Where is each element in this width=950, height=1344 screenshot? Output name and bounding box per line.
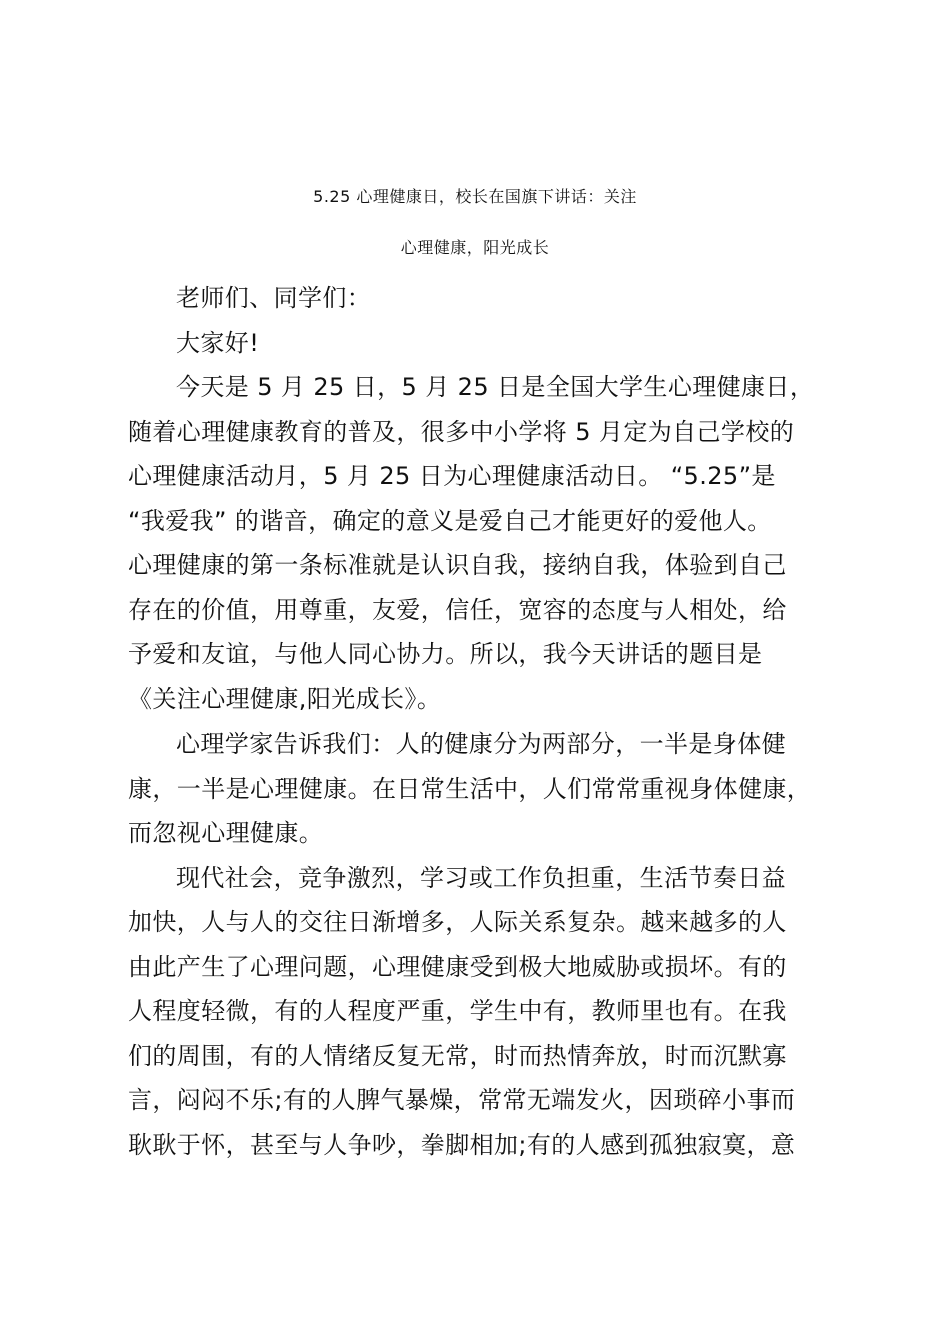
paragraph-3-line-4: 人程度轻微，有的人程度严重，学生中有，教师里也有。在我	[128, 997, 787, 1025]
paragraph-1-line-2: 随着心理健康教育的普及，很多中小学将 5 月定为自己学校的	[128, 418, 795, 446]
greeting: 大家好!	[176, 329, 260, 357]
paragraph-3-line-5: 们的周围，有的人情绪反复无常，时而热情奔放，时而沉默寡	[128, 1042, 787, 1070]
paragraph-2-line-1: 心理学家告诉我们：人的健康分为两部分，一半是身体健	[176, 730, 786, 758]
paragraph-2-line-3: 而忽视心理健康。	[128, 819, 324, 847]
paragraph-1-line-8: 《关注心理健康,阳光成长》。	[128, 685, 442, 713]
paragraph-3-line-3: 由此产生了心理问题，心理健康受到极大地威胁或损坏。有的	[128, 953, 787, 981]
paragraph-1-line-5: 心理健康的第一条标准就是认识自我，接纳自我，体验到自己	[128, 551, 787, 579]
document-title-line-2: 心理健康，阳光成长	[400, 238, 550, 257]
paragraph-1-line-1: 今天是 5 月 25 日，5 月 25 日是全国大学生心理健康日，	[176, 373, 815, 401]
paragraph-1-line-6: 存在的价值，用尊重，友爱，信任，宽容的态度与人相处，给	[128, 596, 787, 624]
document-title-line-1: 5.25 心理健康日，校长在国旗下讲话：关注	[313, 187, 637, 206]
paragraph-1-line-4: “我爱我” 的谐音，确定的意义是爱自己才能更好的爱他人。	[128, 507, 772, 535]
paragraph-3-line-1: 现代社会，竞争激烈，学习或工作负担重，生活节奏日益	[176, 864, 786, 892]
paragraph-3-line-2: 加快，人与人的交往日渐增多，人际关系复杂。越来越多的人	[128, 908, 787, 936]
paragraph-3-line-6: 言，闷闷不乐;有的人脾气暴燥，常常无端发火，因琐碎小事而	[128, 1086, 796, 1114]
paragraph-2-line-2: 康，一半是心理健康。在日常生活中，人们常常重视身体健康，	[128, 775, 812, 803]
paragraph-3-line-7: 耿耿于怀，甚至与人争吵，拳脚相加;有的人感到孤独寂寞，意	[128, 1131, 796, 1159]
paragraph-1-line-3: 心理健康活动月，5 月 25 日为心理健康活动日。 “5.25”是	[128, 462, 776, 490]
paragraph-1-line-7: 予爱和友谊，与他人同心协力。所以，我今天讲话的题目是	[128, 640, 763, 668]
salutation: 老师们、同学们：	[176, 284, 372, 312]
